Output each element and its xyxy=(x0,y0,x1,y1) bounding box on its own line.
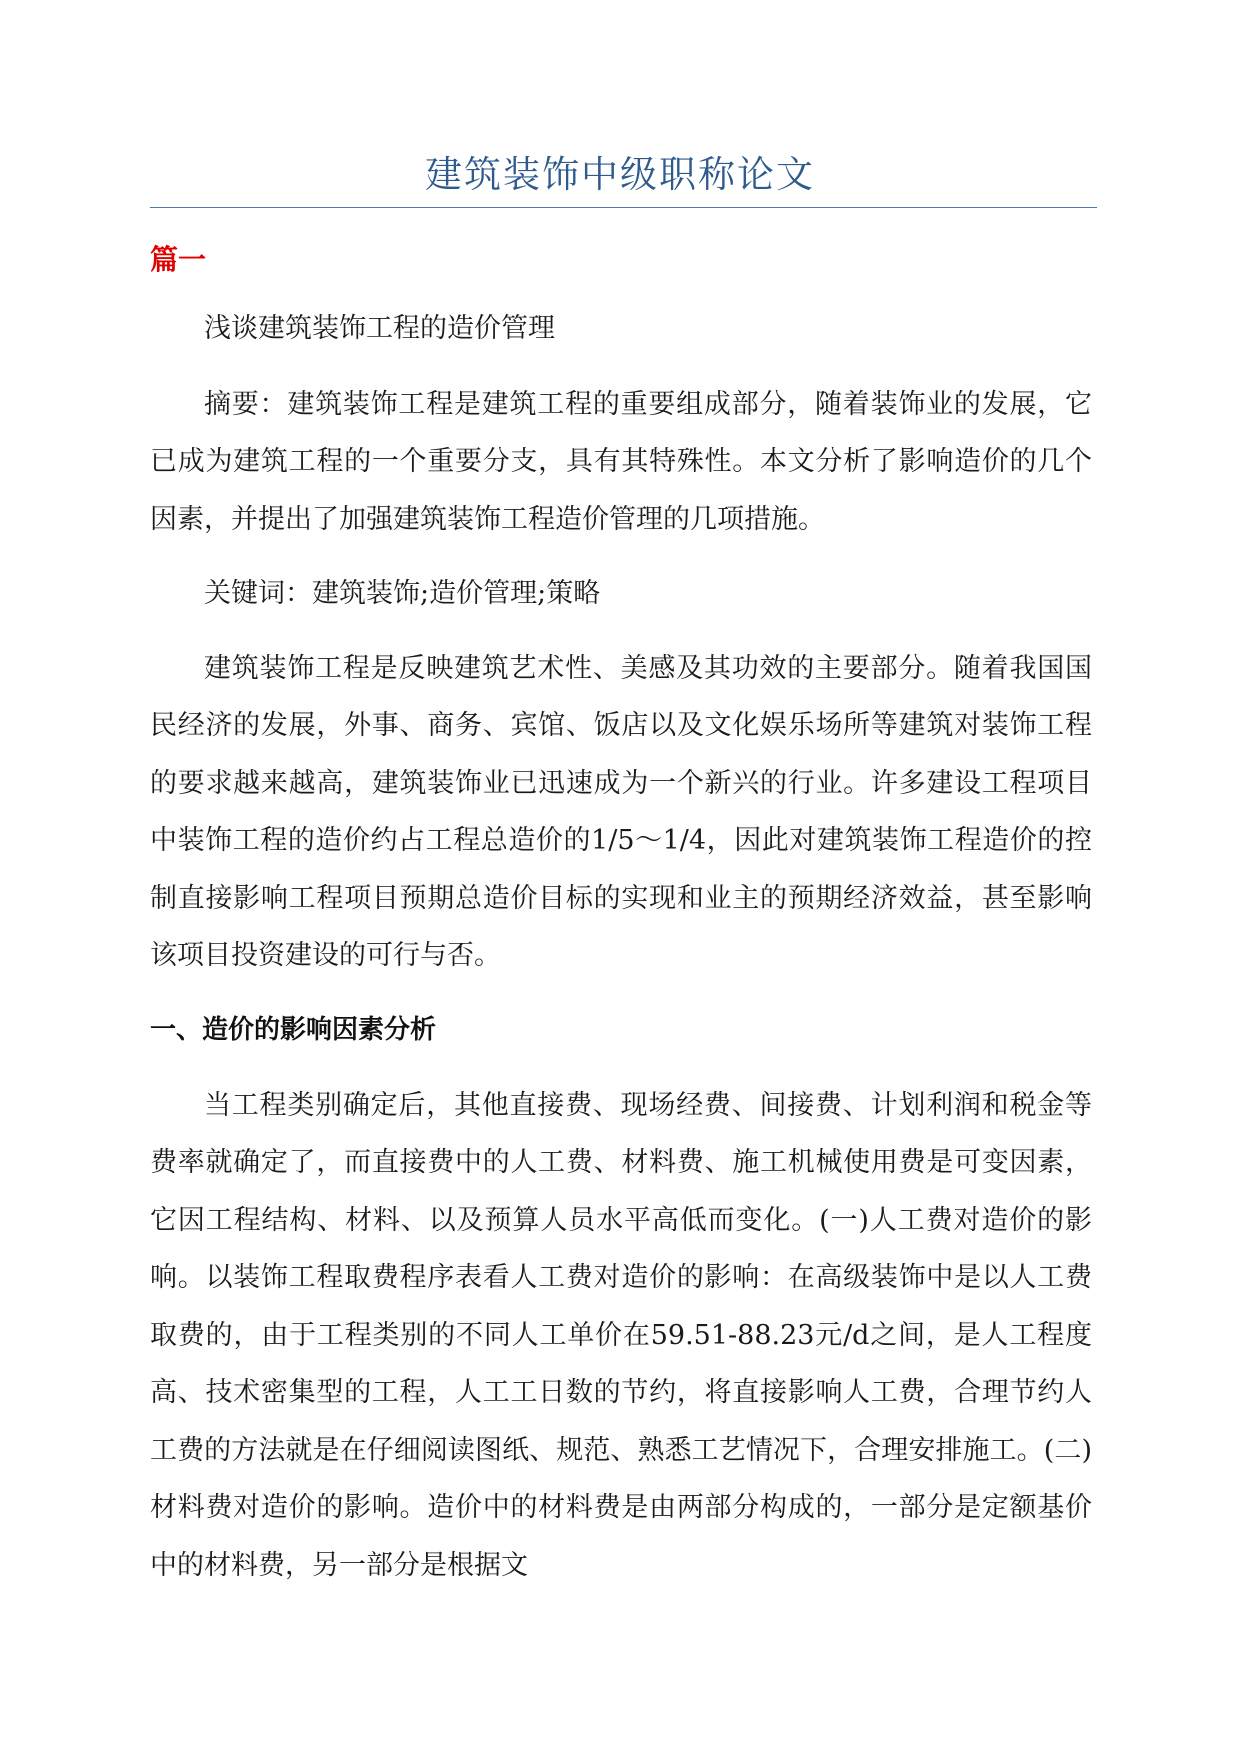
title-divider xyxy=(150,207,1097,208)
part-label: 篇一 xyxy=(150,243,207,276)
keywords-paragraph: 关键词：建筑装饰;造价管理;策略 xyxy=(204,578,601,609)
article-title: 浅谈建筑装饰工程的造价管理 xyxy=(204,313,555,344)
intro-paragraph: 建筑装饰工程是反映建筑艺术性、美感及其功效的主要部分。随着我国国民经济的发展，外事、商务、宾馆、饭店以及文化娱乐场所等建筑对装饰工程的要求越来越高，建筑装饰业已迅速成为一个新兴的行业。许多建设工程项目中装饰工程的造价约占工程总造价的1/5～1/4，因此对建筑装饰工程造价的控制直接影响工程项目预期总造价目标的实现和业主的预期经济效益，甚至影响该项目投资建设的可行与否。 xyxy=(150,652,1092,971)
document-body xyxy=(150,300,1092,1611)
section-body-paragraph: 当工程类别确定后，其他直接费、现场经费、间接费、计划利润和税金等费率就确定了，而直接费中的人工费、材料费、施工机械使用费是可变因素，它因工程结构、材料、以及预算人员水平高低而变化。(一)人工费对造价的影响。以装饰工程取费程序表看人工费对造价的影响：在高级装饰中是以人工费取费的，由于工程类别的不同人工单价在59.51-88.23元/d之间，是人工程度高、技术密集型的工程，人工工日数的节约，将直接影响人工费，合理节约人工费的方法就是在仔细阅读图纸、规范、熟悉工艺情况下，合理安排施工。(二)材料费对造价的影响。造价中的材料费是由两部分构成的，一部分是定额基价中的材料费，另一部分是根据文 xyxy=(150,1089,1092,1581)
section-heading: 一、造价的影响因素分析 xyxy=(150,1014,437,1045)
abstract-paragraph: 摘要：建筑装饰工程是建筑工程的重要组成部分，随着装饰业的发展，它已成为建筑工程的一个重要分支，具有其特殊性。本文分析了影响造价的几个因素，并提出了加强建筑装饰工程造价管理的几项措施。 xyxy=(150,388,1092,535)
document-title: 建筑装饰中级职称论文 xyxy=(425,153,815,196)
